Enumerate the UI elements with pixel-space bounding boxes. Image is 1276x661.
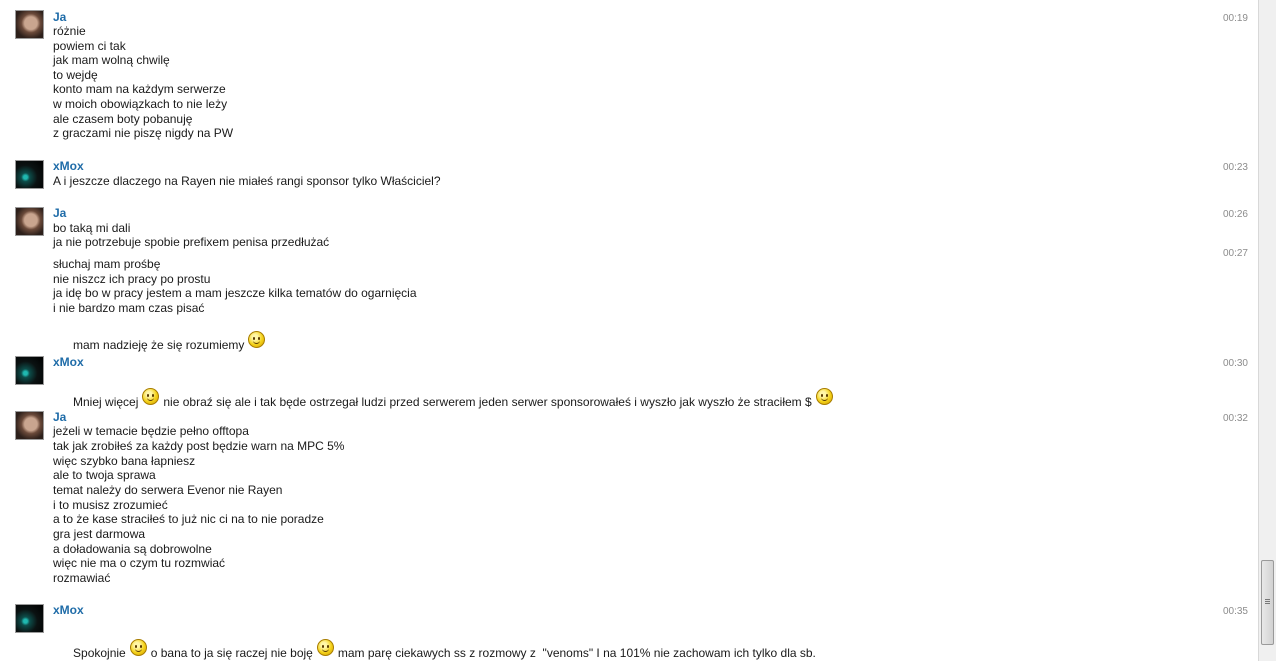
sender-name[interactable]: Ja xyxy=(53,410,67,424)
avatar[interactable] xyxy=(15,207,44,236)
message-line: tak jak zrobiłeś za każdy post będzie warn na MPC 5% xyxy=(53,439,345,453)
message-text: o bana to ja się raczej nie boję xyxy=(150,646,313,660)
message-line: i nie bardzo mam czas pisać xyxy=(53,301,205,315)
message-line: więc nie ma o czym tu rozmwiać xyxy=(53,556,226,570)
timestamp: 00:27 xyxy=(1222,248,1248,259)
avatar[interactable] xyxy=(15,411,44,440)
message-line: nie niszcz ich pracy po prostu xyxy=(53,272,211,286)
smiley-emoticon-icon xyxy=(317,639,334,656)
message-line: ja nie potrzebuje spobie prefixem penisa przedłużać xyxy=(53,235,330,249)
avatar[interactable] xyxy=(15,10,44,39)
message-text: Spokojnie xyxy=(73,646,126,660)
message-line: konto mam na każdym serwerze xyxy=(53,82,226,96)
message-line xyxy=(53,625,816,661)
message-text: Mniej więcej xyxy=(73,395,139,409)
timestamp: 00:23 xyxy=(1222,162,1248,173)
message-line: ale to twoja sprawa xyxy=(53,468,156,482)
message-line: słuchaj mam prośbę xyxy=(53,257,161,271)
message-text: mam nadzieję że się rozumiemy xyxy=(73,338,245,352)
sender-name[interactable]: Ja xyxy=(53,206,67,220)
message-line: ja idę bo w pracy jestem a mam jeszcze kilka tematów do ogarnięcia xyxy=(53,286,417,300)
timestamp: 00:32 xyxy=(1222,413,1248,424)
message-line: z graczami nie piszę nigdy na PW xyxy=(53,126,234,140)
message-line: a to że kase straciłeś to już nic ci na to nie poradze xyxy=(53,512,324,526)
message-line: w moich obowiązkach to nie leży xyxy=(53,97,228,111)
sender-name[interactable]: xMox xyxy=(53,159,84,173)
message-line: A i jeszcze dlaczego na Rayen nie miałeś rangi sponsor tylko Właściciel? xyxy=(53,174,441,188)
message-line: różnie xyxy=(53,24,86,38)
timestamp: 00:19 xyxy=(1222,13,1248,24)
smiley-emoticon-icon xyxy=(816,388,833,405)
avatar[interactable] xyxy=(15,604,44,633)
scrollbar-thumb[interactable] xyxy=(1261,560,1274,645)
message-line: więc szybko bana łapniesz xyxy=(53,454,196,468)
sender-name[interactable]: Ja xyxy=(53,10,67,24)
message-line xyxy=(53,374,837,423)
vertical-scrollbar[interactable] xyxy=(1258,0,1276,661)
smiley-emoticon-icon xyxy=(248,331,265,348)
message-line: a doładowania są dobrowolne xyxy=(53,542,212,556)
timestamp: 00:26 xyxy=(1222,209,1248,220)
avatar[interactable] xyxy=(15,160,44,189)
message-line: temat należy do serwera Evenor nie Rayen xyxy=(53,483,283,497)
message-line: jak mam wolną chwilę xyxy=(53,53,170,67)
message-line: gra jest darmowa xyxy=(53,527,146,541)
message-text: mam parę ciekawych ss z rozmowy z "venoms" I na 101% nie zachowam ich tylko dla sb. xyxy=(337,646,816,660)
timestamp: 00:35 xyxy=(1222,606,1248,617)
message-line: powiem ci tak xyxy=(53,39,126,53)
smiley-emoticon-icon xyxy=(142,388,159,405)
message-line: jeżeli w temacie będzie pełno offtopa xyxy=(53,424,249,438)
scrollbar-grip-icon xyxy=(1265,599,1270,600)
sender-name[interactable]: xMox xyxy=(53,603,84,617)
timestamp: 00:30 xyxy=(1222,358,1248,369)
avatar[interactable] xyxy=(15,356,44,385)
message-line: bo taką mi dali xyxy=(53,221,131,235)
message-line: rozmawiać xyxy=(53,571,111,585)
message-line: ale czasem boty pobanuję xyxy=(53,112,193,126)
message-line: to wejdę xyxy=(53,68,98,82)
message-line xyxy=(53,317,269,366)
smiley-emoticon-icon xyxy=(130,639,147,656)
message-line: i to musisz zrozumieć xyxy=(53,498,168,512)
message-text: nie obraź się ale i tak będe ostrzegał ludzi przed serwerem jeden serwer sponsorowałeś i wyszło jak wyszło że straciłem $ xyxy=(163,395,812,409)
sender-name[interactable]: xMox xyxy=(53,355,84,369)
